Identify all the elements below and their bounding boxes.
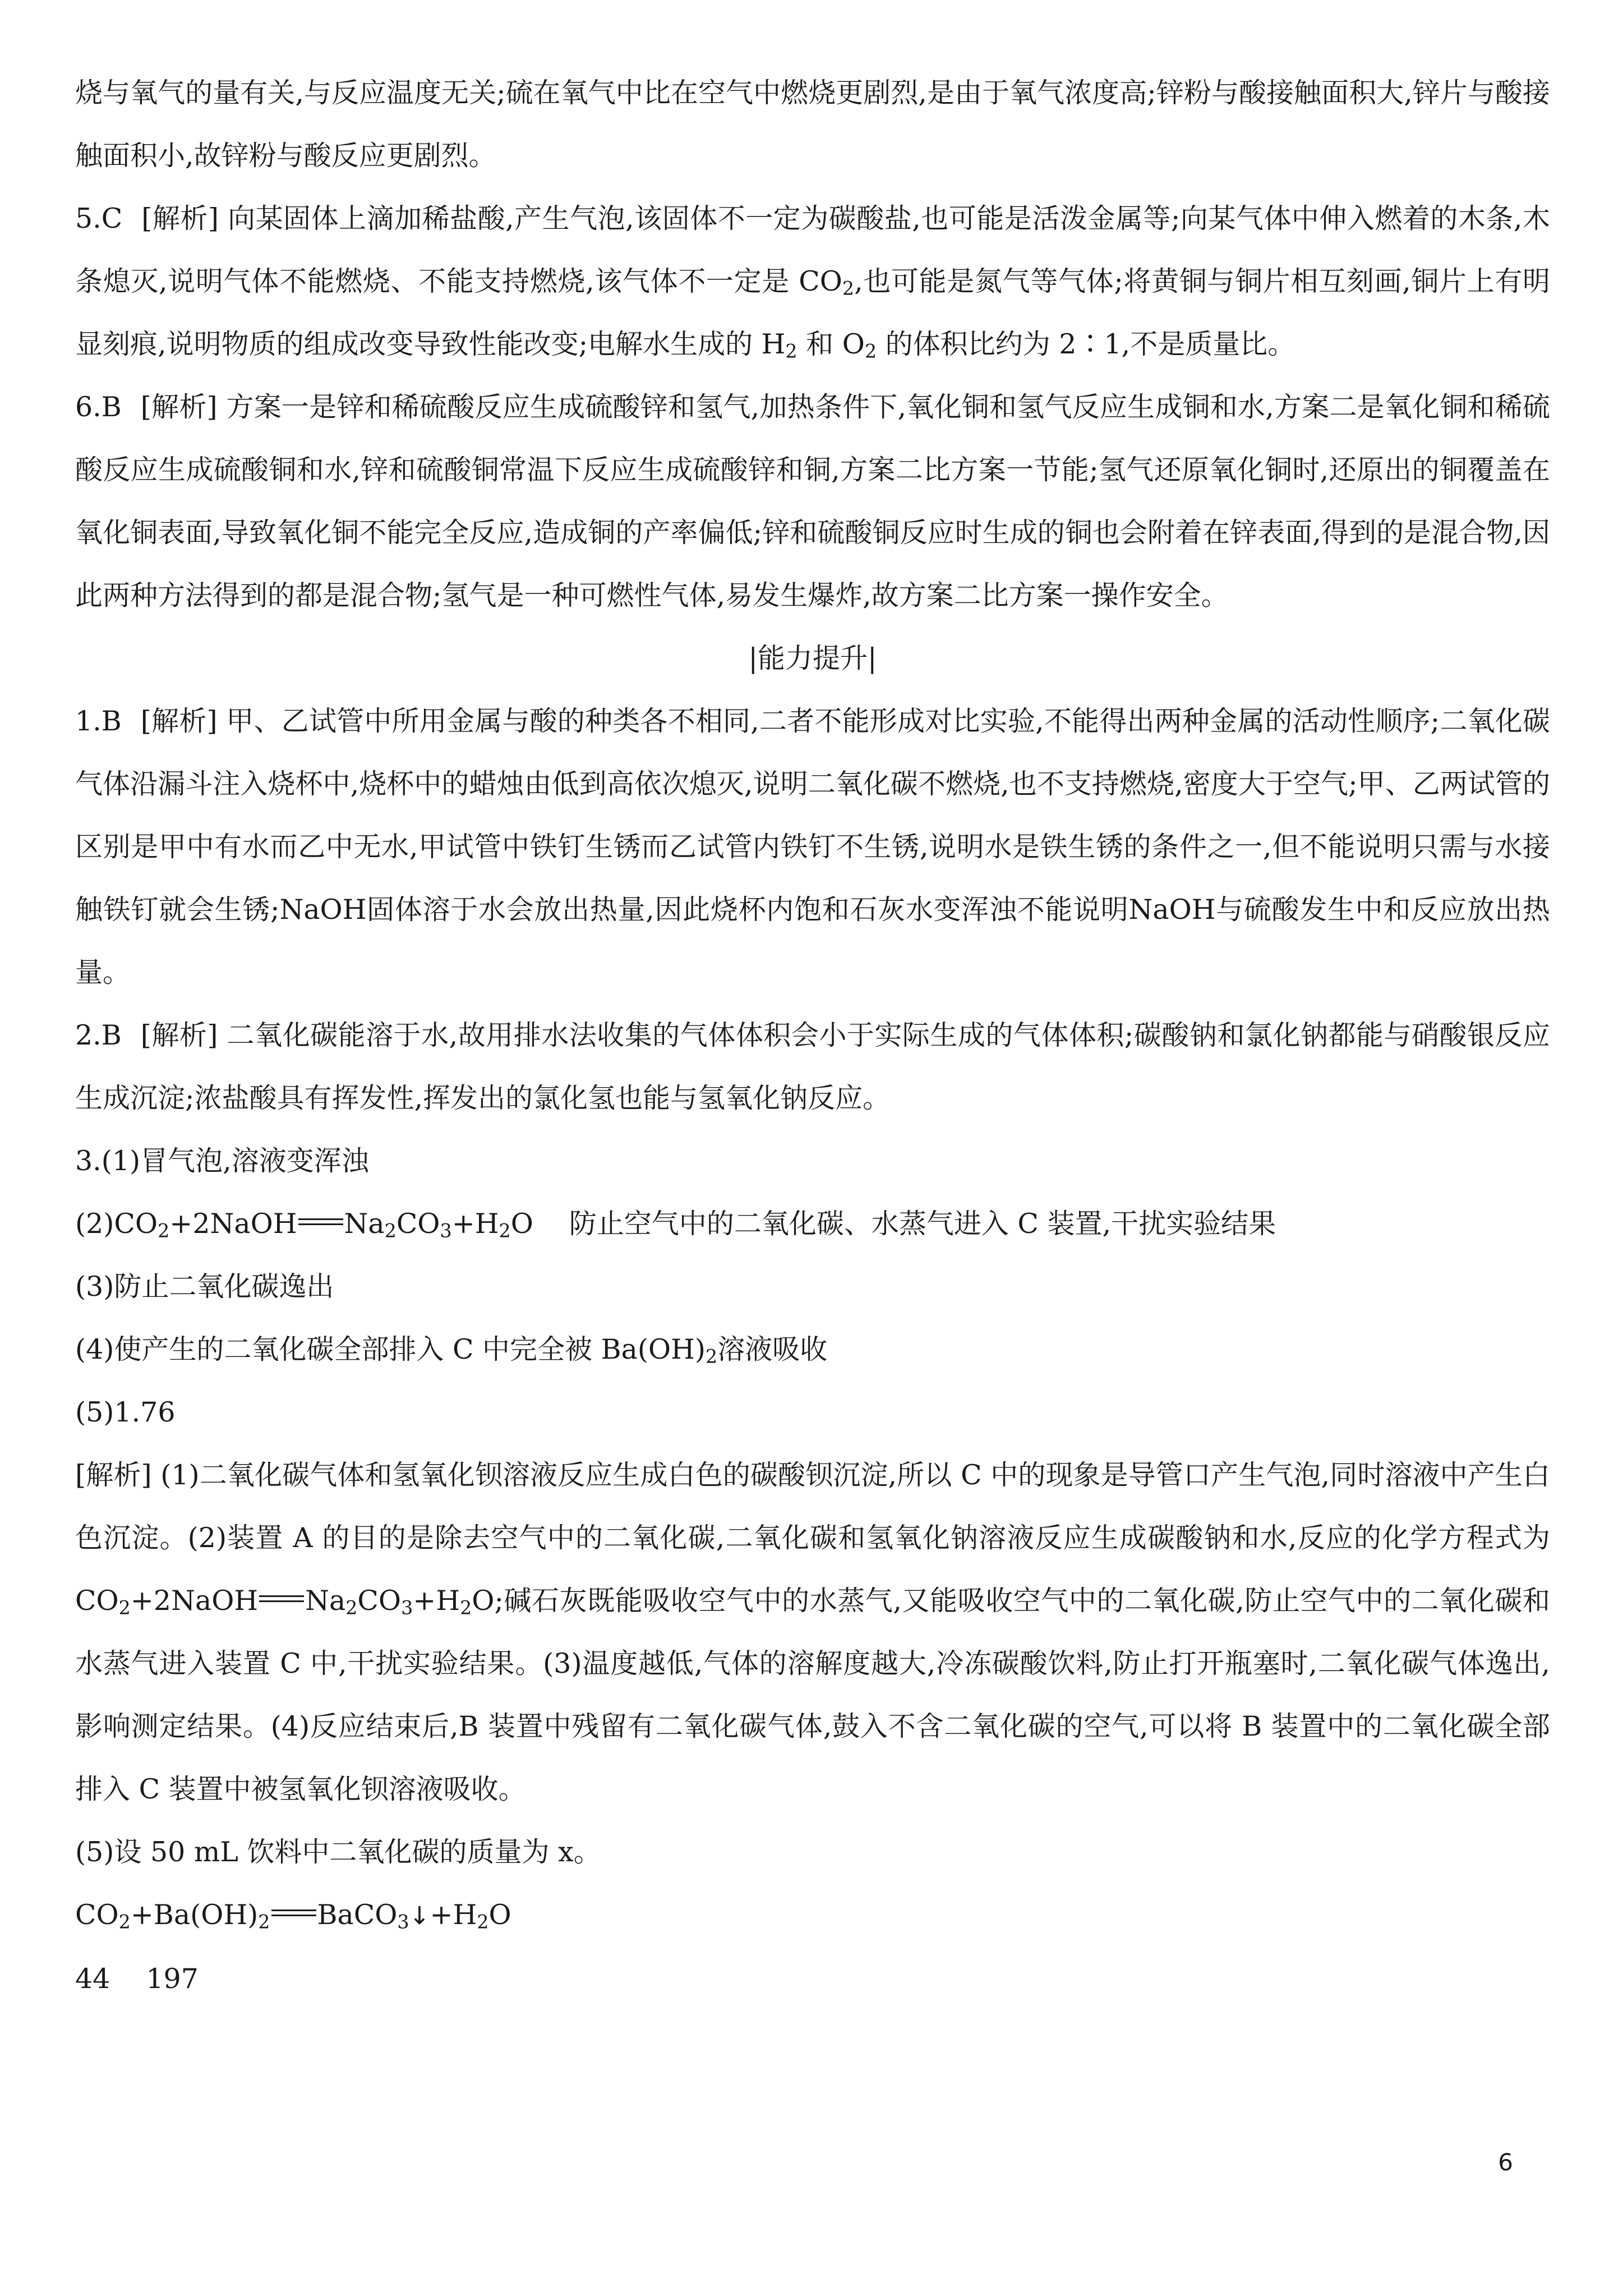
subscript: 2 <box>118 1911 131 1933</box>
question-number: 5.C <box>75 203 123 234</box>
calculation-text: (5)设 50 mL 饮料中二氧化碳的质量为 x。 <box>75 1836 601 1868</box>
subscript: 2 <box>499 1220 511 1242</box>
mass-value: 197 <box>146 1963 199 1995</box>
explanation-text: 向某固体上滴加稀盐酸,产生气泡,该固体不一定为碳酸盐,也可能是活泼金属等;向某气体中伸入燃着的木条,木条熄灭,说明气体不能燃烧、不能支持燃烧,该气体不一定是 CO <box>75 203 1550 297</box>
explanation-tag: [解析] <box>141 203 219 234</box>
answer-text: (3)防止二氧化碳逸出 <box>75 1271 334 1303</box>
explanation-text: 甲、乙试管中所用金属与酸的种类各不相同,二者不能形成对比实验,不能得出两种金属的活动性顺序;二氧化碳气体沿漏斗注入烧杯中,烧杯中的蜡烛由低到高依次熄灭,说明二氧化碳不燃烧,也不支持燃烧,密度大于空气;甲、乙两试管的区别是甲中有水而乙中无水,甲试管中铁钉生锈而乙试管内铁钉不生锈,说明水是铁生锈的条件之一,但不能说明只需与水接触铁钉就会生锈;NaOH固体溶于水会放出热量,因此烧杯内饱和石灰水变浑浊不能说明NaOH与硫酸发生中和反应放出热量。 <box>75 705 1550 988</box>
section-title: |能力提升| <box>748 642 877 674</box>
page-number: 6 <box>1498 2148 1513 2176</box>
explanation-text: 二氧化碳能溶于水,故用排水法收集的气体体积会小于实际生成的气体体积;碳酸钠和氯化钠都能与硝酸银反应生成沉淀;浓盐酸具有挥发性,挥发出的氯化氢也能与氢氧化钠反应。 <box>75 1019 1551 1114</box>
explanation-text: 和 O <box>797 328 865 360</box>
explanation-text: O;碱石灰既能吸收空气中的水蒸气,又能吸收空气中的二氧化碳,防止空气中的二氧化碳和水蒸气进入装置 C 中,干扰实验结果。(3)温度越低,气体的溶解度越大,冷冻碳酸饮料,防止打开瓶塞时,二氧化碳气体逸出,影响测定结果。(4)反应结束后,B 装置中残留有二氧化碳气体,鼓入不含二氧化碳的空气,可以将 B 装置中的二氧化碳全部排入 C 装置中被氢氧化钡溶液吸收。 <box>75 1585 1550 1805</box>
answer-3-part-3 <box>75 1255 1550 1318</box>
chemical-equation <box>75 1884 1550 1948</box>
subscript: 2 <box>842 277 855 300</box>
answer-3-explanation <box>75 1444 1550 1821</box>
question-number: 2.B <box>75 1019 122 1051</box>
explanation-text: 方案一是锌和稀硫酸反应生成硫酸锌和氢气,加热条件下,氧化铜和氢气反应生成铜和水,方案二是氧化铜和稀硫酸反应生成硫酸铜和水,锌和硫酸铜常温下反应生成硫酸锌和铜,方案二比方案一节能;氢气还原氧化铜时,还原出的铜覆盖在氧化铜表面,导致氧化铜不能完全反应,造成铜的产率偏低;锌和硫酸铜反应时生成的铜也会附着在锌表面,得到的是混合物,因此两种方法得到的都是混合物;氢气是一种可燃性气体,易发生爆炸,故方案二比方案一操作安全。 <box>75 391 1551 611</box>
explanation-text: ,也可能是氮气等气体;将黄铜与铜片相互刻画,铜片上有明显刻痕,说明物质的组成改变导致性能改变;电解水生成的 H <box>75 265 1550 360</box>
subscript: 3 <box>401 1596 413 1619</box>
formula-text: CO <box>75 1899 119 1931</box>
answer-content <box>75 62 1550 2010</box>
subscript: 2 <box>706 1345 718 1368</box>
subscript: 3 <box>397 1911 409 1933</box>
answer-3-part-4 <box>75 1318 1550 1381</box>
formula-text: Na <box>344 1208 385 1240</box>
answer-1 <box>75 690 1550 1004</box>
formula-text: O <box>488 1899 511 1931</box>
answer-3-part-5 <box>75 1381 1550 1444</box>
formula-text: +H <box>430 1899 477 1931</box>
answer-text: 溶液吸收 <box>717 1333 828 1365</box>
formula-text: Na <box>305 1585 346 1617</box>
subscript: 2 <box>345 1596 358 1619</box>
subscript: 2 <box>864 340 877 362</box>
section-heading <box>75 627 1550 690</box>
explanation-text: 烧与氧气的量有关,与反应温度无关;硫在氧气中比在空气中燃烧更剧烈,是由于氧气浓度高;锌粉与酸接触面积大,锌片与酸接触面积小,故锌粉与酸反应更剧烈。 <box>75 77 1550 172</box>
continued-explanation <box>75 62 1550 187</box>
formula-text: +Ba(OH) <box>130 1899 259 1931</box>
formula-text: CO <box>396 1208 440 1240</box>
formula-text: CO <box>357 1585 402 1617</box>
formula-text: (2)CO <box>75 1208 158 1240</box>
answer-3-part-2 <box>75 1193 1550 1255</box>
relative-masses <box>75 1948 1550 2010</box>
equals-sign <box>271 1910 316 1916</box>
answer-2 <box>75 1004 1550 1130</box>
answer-text: 3.(1)冒气泡,溶液变浑浊 <box>75 1145 369 1177</box>
mass-value: 44 <box>75 1963 110 1995</box>
formula-text: O <box>510 1208 533 1240</box>
explanation-tag: [解析] <box>140 391 218 423</box>
formula-text: +2NaOH <box>130 1585 259 1617</box>
formula-text: +H <box>451 1208 499 1240</box>
subscript: 2 <box>460 1596 472 1619</box>
answer-text: (4)使产生的二氧化碳全部排入 C 中完全被 Ba(OH) <box>75 1333 706 1365</box>
subscript: 2 <box>158 1220 170 1242</box>
explanation-tag: [解析] <box>140 1019 218 1051</box>
subscript: 2 <box>118 1596 131 1619</box>
subscript: 2 <box>258 1911 270 1933</box>
subscript: 2 <box>384 1220 396 1242</box>
equals-sign <box>298 1218 343 1225</box>
question-number: 1.B <box>75 705 122 737</box>
subscript: 3 <box>440 1220 452 1242</box>
equals-sign <box>259 1595 304 1602</box>
answer-text: 防止空气中的二氧化碳、水蒸气进入 C 装置,干扰实验结果 <box>569 1208 1276 1240</box>
explanation-text: (1)二氧化碳气体和氢氧化钡溶液反应生成白色的碳酸钡沉淀,所以 C 中的现象是导管口产生气泡,同时溶液中产生白色沉淀。(2)装置 A 的目的是除去空气中的二氧化碳,二氧化碳和氢氧化钠溶液反应生成碳酸钠和水,反应的化学方程式为 CO <box>75 1459 1550 1617</box>
answer-3-part-1 <box>75 1130 1550 1193</box>
answer-6 <box>75 376 1550 627</box>
answer-text: (5)1.76 <box>75 1396 176 1428</box>
question-number: 6.B <box>75 391 122 423</box>
formula-text: +H <box>413 1585 460 1617</box>
formula-text: +2NaOH <box>169 1208 297 1240</box>
subscript: 2 <box>477 1911 489 1933</box>
calculation-setup <box>75 1821 1550 1884</box>
answer-5 <box>75 187 1550 376</box>
explanation-tag: [解析] <box>140 705 218 737</box>
explanation-text: 的体积比约为 2∶1,不是质量比。 <box>877 328 1295 360</box>
precipitate-arrow-icon: ↓ <box>409 1902 430 1930</box>
subscript: 2 <box>785 340 797 362</box>
explanation-tag: [解析] <box>75 1459 152 1491</box>
formula-text: BaCO <box>317 1899 398 1931</box>
